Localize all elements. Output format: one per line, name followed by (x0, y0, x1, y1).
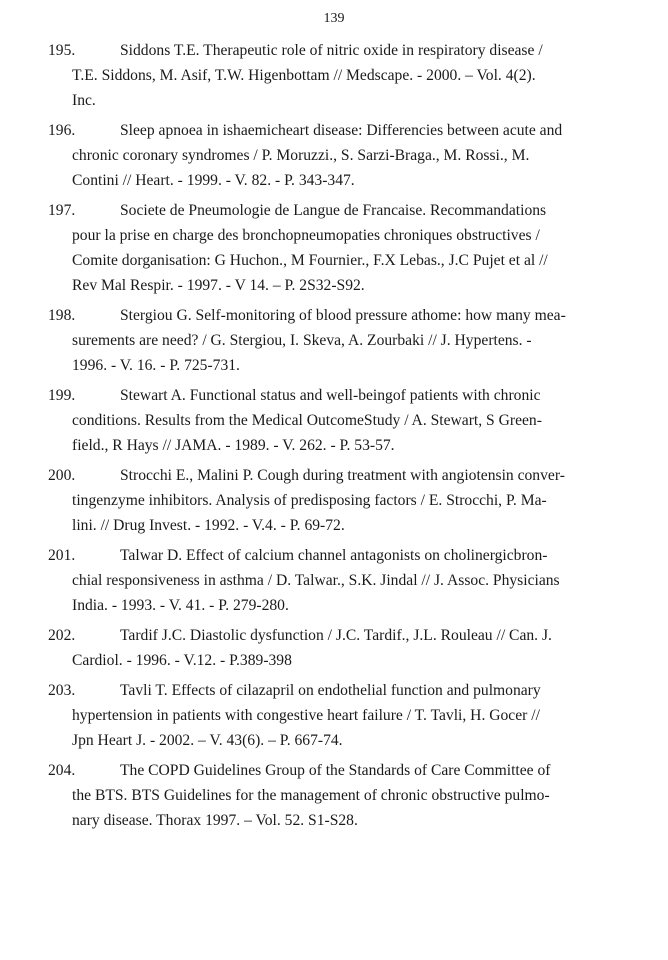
reference-line: Stewart A. Functional status and well-beingof patients with chronic (120, 387, 541, 404)
reference-number: 201. (48, 547, 76, 564)
reference-item (48, 118, 615, 193)
reference-line: T.E. Siddons, M. Asif, T.W. Higenbottam // Medscape. - 2000. – Vol. 4(2). (72, 67, 536, 84)
reference-line: Comite dorganisation: G Huchon., M Fournier., F.X Lebas., J.C Pujet et al // (72, 252, 548, 269)
reference-number: 195. (48, 42, 76, 59)
reference-line: nary disease. Thorax 1997. – Vol. 52. S1-S28. (72, 812, 358, 829)
reference-line: field., R Hays // JAMA. - 1989. - V. 262. - P. 53-57. (72, 437, 395, 454)
reference-line: surements are need? / G. Stergiou, I. Skeva, A. Zourbaki // J. Hypertens. - (72, 332, 532, 349)
reference-line: The COPD Guidelines Group of the Standards of Care Committee of (120, 762, 551, 779)
reference-line: Tavli T. Effects of cilazapril on endothelial function and pulmonary (120, 682, 541, 699)
reference-line: 1996. - V. 16. - P. 725-731. (72, 357, 240, 374)
reference-list (48, 38, 615, 833)
reference-number: 203. (48, 682, 76, 699)
reference-number: 197. (48, 202, 76, 219)
reference-line: lini. // Drug Invest. - 1992. - V.4. - P. 69-72. (72, 517, 345, 534)
reference-number: 200. (48, 467, 76, 484)
reference-line: Siddons T.E. Therapeutic role of nitric oxide in respiratory disease / (120, 42, 543, 59)
reference-line: Talwar D. Effect of calcium channel antagonists on cholinergicbron- (120, 547, 548, 564)
reference-number: 199. (48, 387, 76, 404)
reference-line: conditions. Results from the Medical OutcomeStudy / A. Stewart, S Green- (72, 412, 542, 429)
reference-line: Tardif J.C. Diastolic dysfunction / J.C. Tardif., J.L. Rouleau // Can. J. (120, 627, 552, 644)
reference-line: Contini // Heart. - 1999. - V. 82. - P. 343-347. (72, 172, 355, 189)
reference-line: Stergiou G. Self-monitoring of blood pressure athome: how many mea- (120, 307, 566, 324)
reference-item (48, 463, 615, 538)
reference-line: India. - 1993. - V. 41. - P. 279-280. (72, 597, 289, 614)
reference-line: Inc. (72, 92, 96, 109)
reference-line: Strocchi E., Malini P. Cough during treatment with angiotensin conver- (120, 467, 565, 484)
reference-item (48, 623, 615, 673)
reference-line: Rev Mal Respir. - 1997. - V 14. – P. 2S32-S92. (72, 277, 365, 294)
reference-number: 196. (48, 122, 76, 139)
reference-line: the BTS. BTS Guidelines for the management of chronic obstructive pulmo- (72, 787, 550, 804)
reference-line: Sleep apnoea in ishaemicheart disease: Differencies between acute and (120, 122, 563, 139)
reference-line: Jpn Heart J. - 2002. – V. 43(6). – P. 667-74. (72, 732, 343, 749)
reference-line: hypertension in patients with congestive heart failure / T. Tavli, H. Gocer // (72, 707, 540, 724)
reference-item (48, 383, 615, 458)
reference-item (48, 678, 615, 753)
reference-line: tingenzyme inhibitors. Analysis of predisposing factors / E. Strocchi, P. Ma- (72, 492, 547, 509)
reference-line: pour la prise en charge des bronchopneumopaties chroniques obstructives / (72, 227, 540, 244)
reference-number: 202. (48, 627, 76, 644)
reference-line: Societe de Pneumologie de Langue de Francaise. Recommandations (120, 202, 547, 219)
reference-item (48, 758, 615, 833)
reference-line: chronic coronary syndromes / P. Moruzzi., S. Sarzi-Braga., M. Rossi., M. (72, 147, 530, 164)
reference-line: chial responsiveness in asthma / D. Talwar., S.K. Jindal // J. Assoc. Physicians (72, 572, 560, 589)
page-number: 139 (323, 11, 345, 26)
reference-number: 198. (48, 307, 76, 324)
reference-item (48, 198, 615, 298)
reference-item (48, 38, 615, 113)
reference-item (48, 543, 615, 618)
reference-line: Cardiol. - 1996. - V.12. - P.389-398 (72, 652, 292, 669)
reference-number: 204. (48, 762, 76, 779)
reference-item (48, 303, 615, 378)
